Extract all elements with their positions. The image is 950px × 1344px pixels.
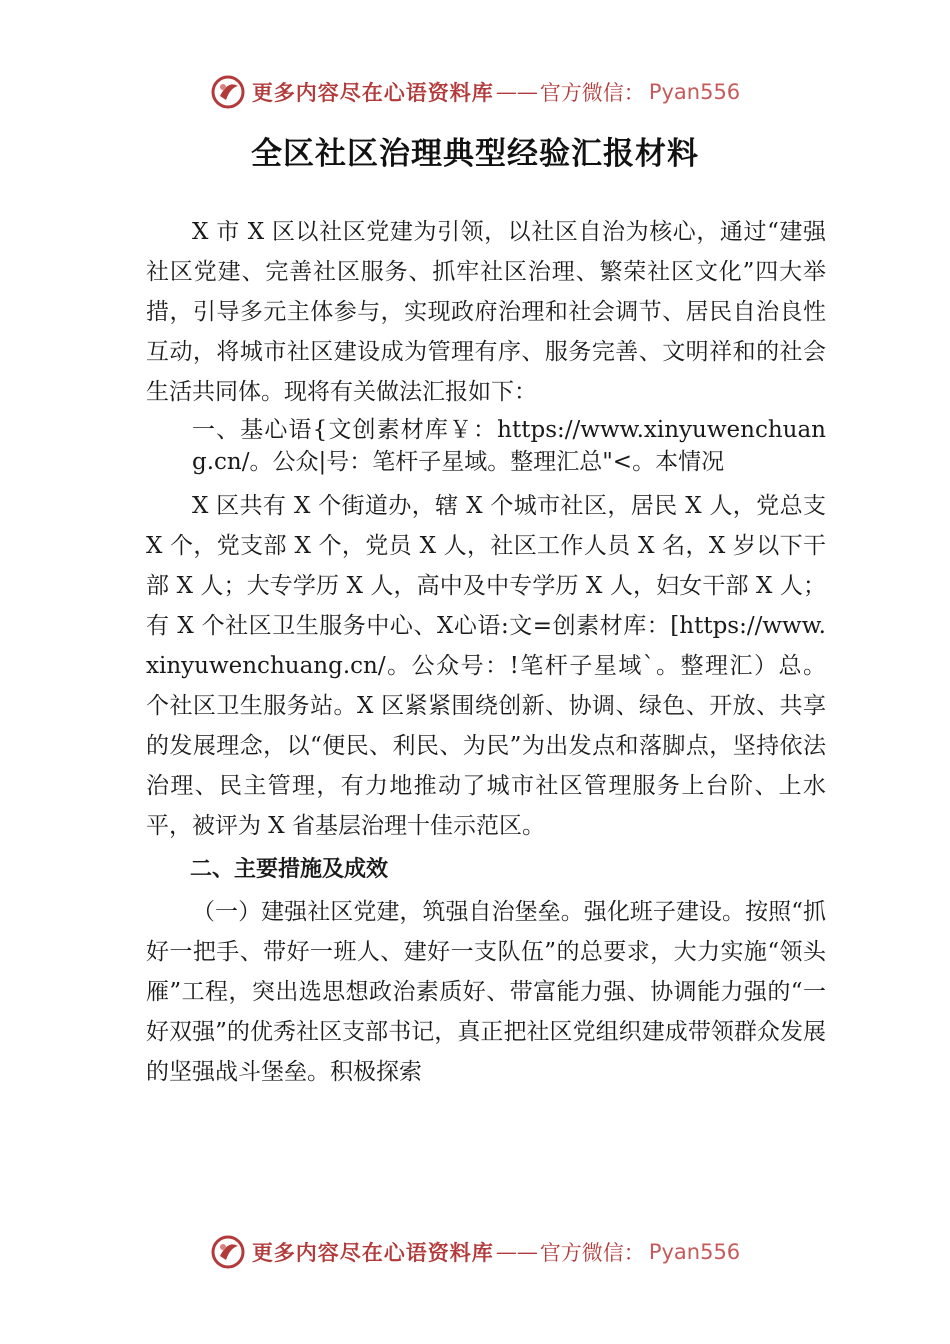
brand-logo-icon — [210, 74, 246, 110]
banner-wechat-label: 官方微信： — [539, 1241, 645, 1265]
document-title: 全区社区治理典型经验汇报材料 — [251, 136, 699, 172]
banner-wechat-id: Pyan556 — [648, 1240, 741, 1264]
section-heading-2: 二、主要措施及成效 — [190, 857, 389, 882]
document-body — [146, 212, 826, 1092]
measure-paragraph: （一）建强社区党建，筑强自治堡垒。强化班子建设。按照“抓好一把手、带好一班人、建好一支队伍”的总要求，大力实施“领头雁”工程，突出选思想政治素质好、带富能力强、协调能力强的“一好双强”的优秀社区支部书记，真正把社区党组织建成带领群众发展的坚强战斗堡垒。积极探索 — [146, 899, 826, 1085]
banner-text: 更多内容尽在心语资料库 — [251, 1240, 494, 1265]
banner-separator: —— — [495, 80, 538, 104]
banner-separator: —— — [495, 1240, 538, 1264]
banner-wechat-id: Pyan556 — [648, 80, 741, 104]
basic-info-paragraph: X 区共有 X 个街道办，辖 X 个城市社区，居民 X 人，党总支 X 个，党支部 X 个，党员 X 人，社区工作人员 X 名，X 岁以下干部 X 人；大专学历 X 人，高中及中专学历 X 人，妇女干部 X 人；有 X 个社区卫生服务中心、X心语:文=创素材库：[https://www.xinyuwenchuang.cn/。公众号：!笔杆子星域`。整理汇）总。 个社区卫生服务站。X 区紧紧围绕创新、协调、绿色、开放、共享的发展理念，以“便民、利民、为民”为出发点和落脚点，坚持依法治理、民主管理，有力地推动了城市社区管理服务上台阶、上水平，被评为 X 省基层治理十佳示范区。 — [146, 493, 826, 839]
section-heading-1: 一、基心语{文创素材库￥：https://www.xinyuwenchuang.cn/。公众|号：笔杆子星域。整理汇总"<。本情况 — [192, 417, 826, 475]
banner-wechat-label: 官方微信： — [539, 81, 645, 105]
brand-logo-icon — [210, 1234, 246, 1270]
intro-paragraph: X 市 X 区以社区党建为引领，以社区自治为核心，通过“建强社区党建、完善社区服务、抓牢社区治理、繁荣社区文化”四大举措，引导多元主体参与，实现政府治理和社会调节、居民自治良性互动，将城市社区建设成为管理有序、服务完善、文明祥和的社会生活共同体。现将有关做法汇报如下： — [146, 219, 826, 405]
header-banner — [0, 70, 950, 114]
footer-banner — [0, 1230, 950, 1274]
banner-text: 更多内容尽在心语资料库 — [251, 80, 494, 105]
